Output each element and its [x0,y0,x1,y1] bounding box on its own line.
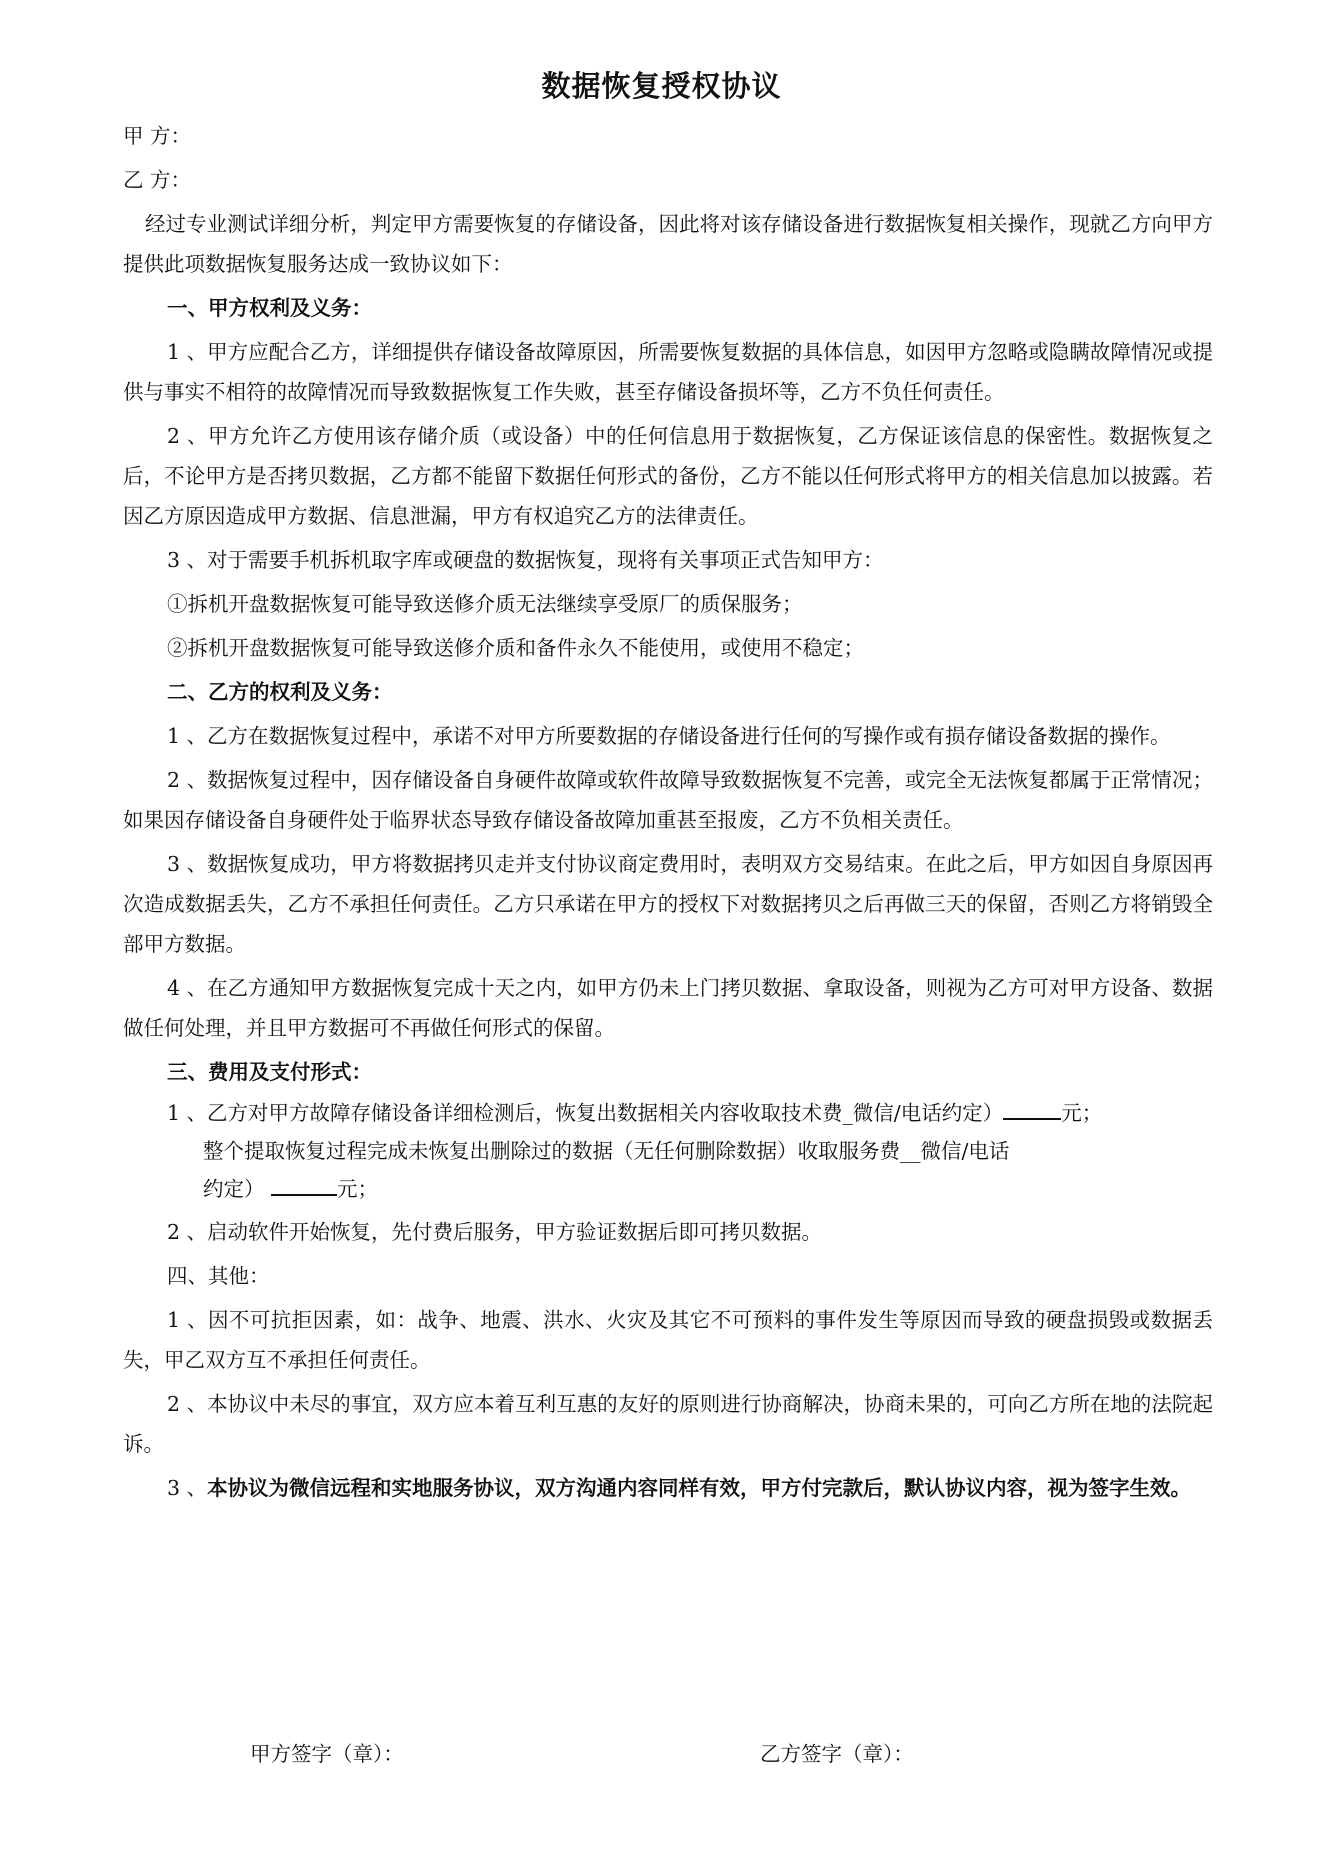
party-b-signature[interactable]: 乙方签字（章）： [760,1742,914,1766]
document-title: 数据恢复授权协议 [541,69,782,103]
party-b-line: 乙 方： [123,168,192,192]
section1-item: ①拆机开盘数据恢复可能导致送修介质无法继续享受原厂的质保服务； [167,592,803,616]
fee-unit: 元； [1061,1101,1103,1125]
fee-text: 1 、乙方对甲方故障存储设备详细检测后，恢复出数据相关内容收取技术费_微信/电话约定） [167,1101,1004,1125]
section2-heading: 二、乙方的权利及义务： [167,680,393,704]
effective-clause: 本协议为微信远程和实地服务协议，双方沟通内容同样有效，甲方付完款后，默认协议内容，视为签字生效。 [207,1476,1192,1500]
section1-item: 3 、对于需要手机拆机取字库或硬盘的数据恢复，现将有关事项正式告知甲方： [167,548,884,572]
fee-blank-service[interactable] [271,1172,337,1196]
section1-item: 1 、甲方应配合乙方，详细提供存储设备故障原因，所需要恢复数据的具体信息，如因甲方忽略或隐瞒故障情况或提供与事实不相符的故障情况而导致数据恢复工作失败，甚至存储设备损坏等，乙方不负任何责任。 [123,340,1213,404]
fee-item-1 [123,1096,1213,1130]
party-a-line: 甲 方： [123,124,192,148]
party-a-signature[interactable]: 甲方签字（章）： [250,1742,404,1766]
section2-item: 1 、乙方在数据恢复过程中，承诺不对甲方所要数据的存储设备进行任何的写操作或有损存储设备数据的操作。 [167,724,1171,748]
section1-item: ②拆机开盘数据恢复可能导致送修介质和备件永久不能使用，或使用不稳定； [167,636,864,660]
agreement-body [123,116,1213,1512]
section3-heading: 三、费用及支付形式： [167,1060,372,1084]
section2-item: 4 、在乙方通知甲方数据恢复完成十天之内，如甲方仍未上门拷贝数据、拿取设备，则视为乙方可对甲方设备、数据做任何处理，并且甲方数据可不再做任何形式的保留。 [123,976,1213,1040]
section4-item: 1 、因不可抗拒因素，如：战争、地震、洪水、火灾及其它不可预料的事件发生等原因而导致的硬盘损毁或数据丢失，甲乙双方互不承担任何责任。 [123,1308,1213,1372]
section3-item: 2 、启动软件开始恢复，先付费后服务，甲方验证数据后即可拷贝数据。 [167,1220,823,1244]
section1-item: 2 、甲方允许乙方使用该存储介质（或设备）中的任何信息用于数据恢复，乙方保证该信息的保密性。数据恢复之后，不论甲方是否拷贝数据，乙方都不能留下数据任何形式的备份，乙方不能以任何形式将甲方的相关信息加以披露。若因乙方原因造成甲方数据、信息泄漏，甲方有权追究乙方的法律责任。 [123,424,1213,528]
section4-heading: 四、其他： [167,1264,270,1288]
intro-paragraph: 经过专业测试详细分析，判定甲方需要恢复的存储设备，因此将对该存储设备进行数据恢复相关操作，现就乙方向甲方提供此项数据恢复服务达成一致协议如下： [123,212,1213,276]
section2-item: 2 、数据恢复过程中，因存储设备自身硬件故障或软件故障导致数据恢复不完善，或完全无法恢复都属于正常情况；如果因存储设备自身硬件处于临界状态导致存储设备故障加重甚至报废，乙方不负相关责任。 [123,768,1213,832]
section4-item-3 [123,1468,1213,1508]
section4-item: 2 、本协议中未尽的事宜，双方应本着互利互惠的友好的原则进行协商解决，协商未果的，可向乙方所在地的法院起诉。 [123,1392,1213,1456]
fee-text: 约定） [203,1177,265,1201]
section2-item: 3 、数据恢复成功，甲方将数据拷贝走并支付协议商定费用时，表明双方交易结束。在此之后，甲方如因自身原因再次造成数据丢失，乙方不承担任何责任。乙方只承诺在甲方的授权下对数据拷贝之后再做三天的保留，否则乙方将销毁全部甲方数据。 [123,852,1213,956]
section1-heading: 一、甲方权利及义务： [167,296,372,320]
item-number: 3 、 [167,1476,208,1500]
fee-item-1-line2: 整个提取恢复过程完成未恢复出删除过的数据（无任何删除数据）收取服务费__微信/电话 [203,1139,1010,1163]
fee-item-1-line3 [123,1172,1213,1206]
fee-blank-technical[interactable] [1003,1096,1061,1120]
fee-unit: 元； [337,1177,379,1201]
